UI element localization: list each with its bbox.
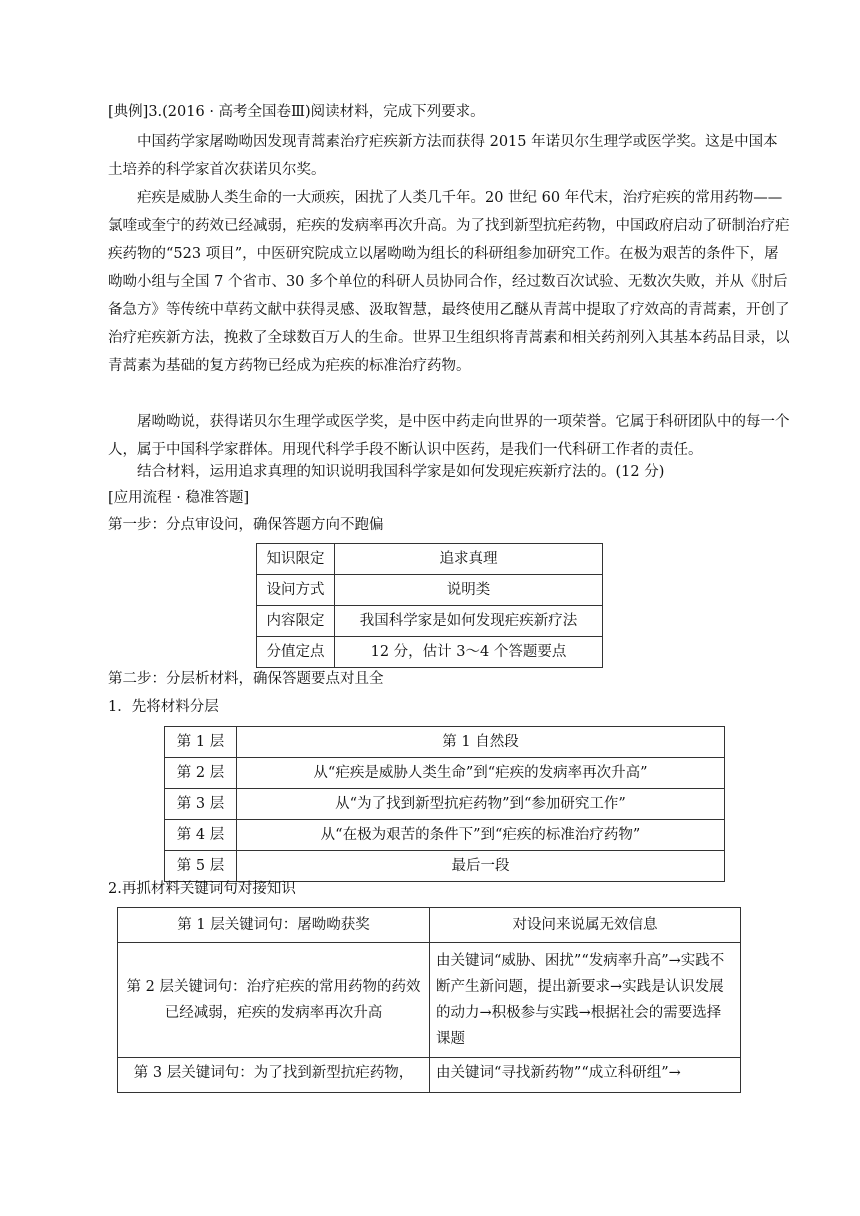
table-cell: 从“为了找到新型抗疟药物”到“参加研究工作”: [237, 789, 725, 820]
example-heading: [典例]3.(2016 · 高考全国卷Ⅲ)阅读材料，完成下列要求。: [108, 104, 485, 120]
table-cell: 内容限定: [257, 606, 335, 637]
table-cell: 12 分，估计 3～4 个答题要点: [335, 637, 603, 668]
table-cell: 设问方式: [257, 575, 335, 606]
table-row: [257, 575, 603, 606]
table-cell: 第 2 层: [165, 758, 237, 789]
table-cell: 说明类: [335, 575, 603, 606]
question-text: 结合材料，运用追求真理的知识说明我国科学家是如何发现疟疾新疗法的。(12 分): [137, 464, 665, 480]
sub-heading-2: 2.再抓材料关键词句对接知识: [108, 881, 296, 897]
step1-heading: 第一步：分点审设问，确保答题方向不跑偏: [108, 517, 384, 533]
table-row: [118, 1058, 741, 1093]
table-cell: 第 1 自然段: [237, 727, 725, 758]
table-row: [165, 758, 725, 789]
sub-heading-1: 1．先将材料分层: [108, 699, 219, 715]
question-analysis-table: [256, 543, 603, 668]
material-layers-table: [164, 726, 725, 882]
table-cell: 从“疟疾是威胁人类生命”到“疟疾的发病率再次升高”: [237, 758, 725, 789]
table-row: [257, 606, 603, 637]
table-cell: 第 4 层: [165, 820, 237, 851]
table-cell: 最后一段: [237, 851, 725, 882]
table-row: [257, 544, 603, 575]
table-row: [165, 820, 725, 851]
table-cell: 从“在极为艰苦的条件下”到“疟疾的标准治疗药物”: [237, 820, 725, 851]
table-cell: 第 1 层关键词句：屠呦呦获奖: [118, 908, 430, 943]
table-row: [118, 943, 741, 1058]
table-row: [165, 789, 725, 820]
flow-heading: [应用流程 · 稳准答题]: [108, 490, 250, 506]
keyword-knowledge-table: [117, 907, 741, 1093]
table-cell: 由关键词“威胁、困扰”“发病率升高”→实践不断产生新问题，提出新要求→实践是认识发展的动力→积极参与实践→根据社会的需要选择课题: [430, 943, 741, 1058]
table-cell: 第 3 层: [165, 789, 237, 820]
table-cell: 分值定点: [257, 637, 335, 668]
table-cell: 第 2 层关键词句：治疗疟疾的常用药物的药效已经减弱，疟疾的发病率再次升高: [118, 943, 430, 1058]
table-cell: 我国科学家是如何发现疟疾新疗法: [335, 606, 603, 637]
material-paragraph-1: 中国药学家屠呦呦因发现青蒿素治疗疟疾新方法而获得 2015 年诺贝尔生理学或医学奖。这是中国本土培养的科学家首次获诺贝尔奖。: [108, 134, 778, 178]
table-cell: 知识限定: [257, 544, 335, 575]
table-cell: 第 1 层: [165, 727, 237, 758]
step2-heading: 第二步：分层析材料，确保答题要点对且全: [108, 671, 384, 687]
table-row: [257, 637, 603, 668]
table-row: [118, 908, 741, 943]
material-paragraph-2: 疟疾是威胁人类生命的一大顽疾，困扰了人类几千年。20 世纪 60 年代末，治疗疟疾的常用药物——氯喹或奎宁的药效已经减弱，疟疾的发病率再次升高。为了找到新型抗疟药物，中国政府启动了研制治疗疟疾药物的“523 项目”，中医研究院成立以屠呦呦为组长的科研组参加研究工作。在极为艰苦的条件下，屠呦呦小组与全国 7 个省市、30 多个单位的科研人员协同合作，经过数百次试验、无数次失败，并从《肘后备急方》等传统中草药文献中获得灵感、汲取智慧，最终使用乙醚从青蒿中提取了疗效高的青蒿素，开创了治疗疟疾新方法，挽救了全球数百万人的生命。世界卫生组织将青蒿素和相关药剂列入其基本药品目录，以青蒿素为基础的复方药物已经成为疟疾的标准治疗药物。: [108, 190, 790, 374]
table-cell: 第 3 层关键词句：为了找到新型抗疟药物，: [118, 1058, 430, 1093]
table-cell: 对设问来说属无效信息: [430, 908, 741, 943]
table-cell: 由关键词“寻找新药物”“成立科研组”→: [430, 1058, 741, 1093]
table-cell: 第 5 层: [165, 851, 237, 882]
table-cell: 追求真理: [335, 544, 603, 575]
table-row: [165, 727, 725, 758]
material-paragraph-3: 屠呦呦说，获得诺贝尔生理学或医学奖，是中医中药走向世界的一项荣誉。它属于科研团队中的每一个人，属于中国科学家群体。用现代科学手段不断认识中医药，是我们一代科研工作者的责任。: [108, 414, 790, 458]
